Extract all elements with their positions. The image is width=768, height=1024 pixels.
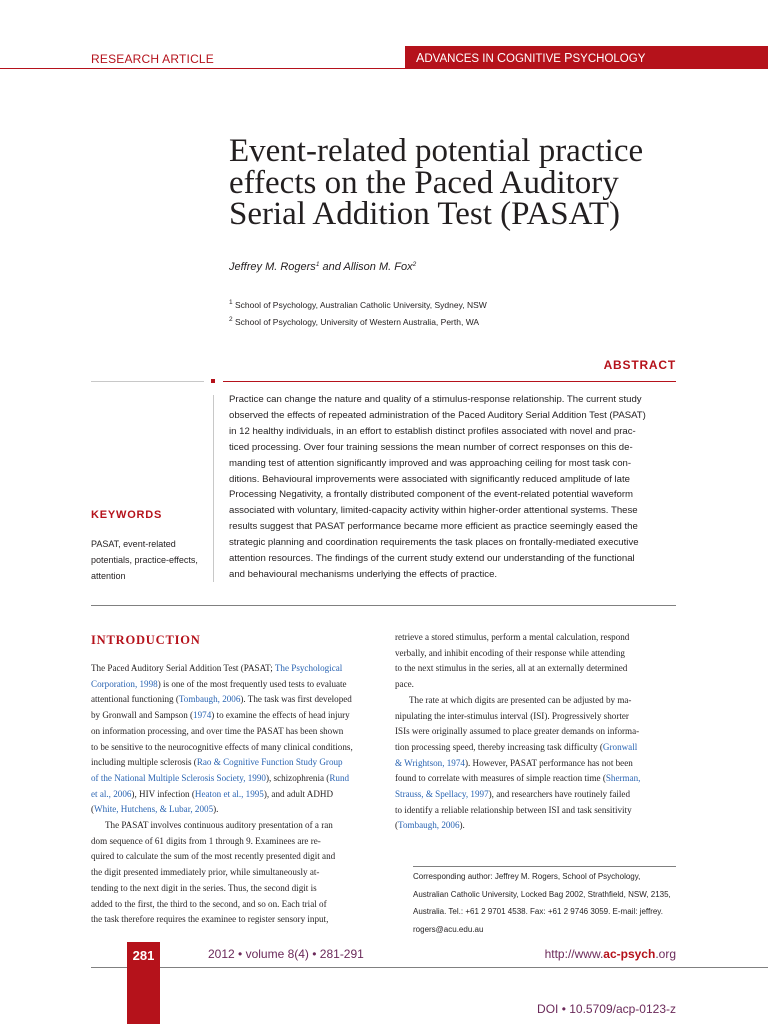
body-column-left xyxy=(91,661,373,928)
text-line: including multiple sclerosis (Rao & Cognitive Function Study Group xyxy=(91,757,343,768)
author-list: Jeffrey M. Rogers$^1$ and Allison M. Fox$^2$ xyxy=(229,261,417,273)
article-title xyxy=(229,133,699,232)
text-line: on information processing, and over time the PASAT has been shown xyxy=(91,725,344,736)
citation-link[interactable]: White, Hutchens, & Lubar, 2005 xyxy=(94,804,214,815)
introduction-heading: INTRODUCTION xyxy=(91,633,201,647)
correspondence-note xyxy=(413,868,676,938)
affiliation: $^1$ School of Psychology, Australian Catholic University, Sydney, NSW xyxy=(229,299,487,310)
divider-marker xyxy=(211,379,215,383)
title-line: Serial Addition Test (PASAT) xyxy=(229,196,620,232)
text-line: to be sensitive to the neurocognitive effects of many clinical conditions, xyxy=(91,741,353,752)
text-line: tending to the next digit in the series. Thus, the second digit is xyxy=(91,882,317,893)
text-line: and behavioural mechanisms underlying the effects of practice. xyxy=(229,568,498,580)
text-line: dom sequence of 61 digits from 1 through 9. Examinees are re- xyxy=(91,835,321,846)
text-line: Processing Negativity, a frontally distributed component of the event-related potential waveform xyxy=(229,489,634,501)
text-line: potentials, practice-effects, xyxy=(91,555,198,565)
text-line: the digit presented immediately prior, while simultaneously at- xyxy=(91,867,320,878)
text-line: in 12 healthy individuals, in an effort to establish distinct profiles associated with novel and prac- xyxy=(229,425,636,437)
citation-link[interactable]: Heaton et al., 1995 xyxy=(194,788,264,799)
text-line: ticed processing. Over four training sessions the mean number of correct responses on this de- xyxy=(229,441,633,453)
text-line: of the National Multiple Sclerosis Society, 1990), schizophrenia (Rund xyxy=(91,772,350,783)
citation-link[interactable]: Tombaugh, 2006 xyxy=(178,694,241,705)
footer-rule xyxy=(91,967,768,968)
citation-link[interactable]: & Wrightson, 1974 xyxy=(395,757,465,768)
text-line: attention resources. The findings of the current study extend our understanding of the functional xyxy=(229,553,635,565)
keywords-list xyxy=(91,536,198,584)
text-line: The Paced Auditory Serial Addition Test (PASAT; The Psychological xyxy=(91,663,343,673)
text-line: PASAT, event-related xyxy=(91,539,176,549)
page-number: 281 xyxy=(132,948,155,963)
text-line: manding test of attention significantly improved and was approaching ceiling for most task con- xyxy=(229,457,632,469)
text-line: Strauss, & Spellacy, 1997), and researchers have routinely failed xyxy=(395,789,631,800)
citation-link[interactable]: 1974 xyxy=(193,710,212,721)
divider xyxy=(223,381,676,382)
author-name: Jeffrey M. Rogers xyxy=(229,261,316,273)
issue-info: 2012 • volume 8(4) • 281-291 xyxy=(208,947,364,961)
text-line: retrieve a stored stimulus, perform a mental calculation, respond xyxy=(395,632,630,642)
citation-link[interactable]: Sherman, xyxy=(605,773,641,784)
text-line: (Tombaugh, 2006). xyxy=(395,820,465,831)
title-line: Event-related potential practice xyxy=(229,133,644,169)
abstract-heading: ABSTRACT xyxy=(603,358,676,372)
text-line: to the next stimulus in the series, all at an externally determined xyxy=(395,663,628,674)
text-line: Corporation, 1998) is one of the most frequently used tests to evaluate xyxy=(91,678,347,689)
body-column-right xyxy=(395,630,677,834)
divider xyxy=(213,395,214,582)
text-line: Australia. Tel.: +61 2 9701 4538. Fax: +61 2 9746 3059. E-mail: jeffrey. xyxy=(413,907,663,916)
text-line: et al., 2006), HIV infection (Heaton et al., 1995), and adult ADHD xyxy=(91,788,334,799)
author-name: Allison M. Fox xyxy=(343,261,413,273)
citation-link[interactable]: Rund xyxy=(329,772,350,783)
text-line: ISIs were originally assumed to place greater demands on informa- xyxy=(395,726,640,737)
text-line: tion processing speed, thereby increasing task difficulty (Gronwall xyxy=(395,741,638,752)
section-divider xyxy=(91,605,676,606)
citation-link[interactable]: Rao & Cognitive Function Study Group xyxy=(196,757,343,768)
text-line: Australian Catholic University, Locked Bag 2002, Strathfield, NSW, 2135, xyxy=(413,889,671,899)
text-line: the task therefore requires the examinee to register sensory input, xyxy=(91,914,329,925)
citation-link[interactable]: et al., 2006 xyxy=(91,788,132,799)
citation-link[interactable]: of the National Multiple Sclerosis Society, 1990 xyxy=(91,772,266,783)
journal-url-link[interactable]: http://www.ac-psych.org xyxy=(544,947,676,961)
citation-link[interactable]: The Psychological xyxy=(274,663,343,673)
text-line: rogers@acu.edu.au xyxy=(413,924,484,934)
text-line: (White, Hutchens, & Lubar, 2005). xyxy=(91,804,219,815)
citation-link[interactable]: Strauss, & Spellacy, 1997 xyxy=(395,789,489,800)
text-line: attentional functioning (Tombaugh, 2006). The task was first developed xyxy=(91,694,352,705)
citation-link[interactable]: Corporation, 1998 xyxy=(91,678,158,689)
text-line: to identify a reliable relationship between ISI and task sensitivity xyxy=(395,804,632,815)
text-line: strategic planning and coordination requirements the task places on frontally-mediated executive xyxy=(229,537,639,549)
text-line: associated with voluntary, limited-capacity activity within higher-order attentional systems. These xyxy=(229,505,638,517)
text-line: attention xyxy=(91,571,126,581)
text-line: by Gronwall and Sampson (1974) to examine the effects of head injury xyxy=(91,710,350,721)
text-line: quired to calculate the sum of the most recently presented digit and xyxy=(91,851,336,862)
title-line: effects on the Paced Auditory xyxy=(229,164,619,201)
text-line: nipulating the inter-stimulus interval (ISI). Progressively shorter xyxy=(395,710,629,721)
doi-link[interactable]: DOI • 10.5709/acp-0123-z xyxy=(537,1002,676,1016)
section-label: RESEARCH ARTICLE xyxy=(91,52,215,66)
divider xyxy=(91,381,204,382)
text-line: Practice can change the nature and quality of a stimulus-response relationship. The current study xyxy=(229,394,642,405)
divider xyxy=(413,866,676,867)
keywords-heading: KEYWORDS xyxy=(91,509,163,521)
text-line: added to the first, the third to the second, and so on. Each trial of xyxy=(91,898,327,909)
abstract-body xyxy=(229,392,677,583)
text-line: Corresponding author: Jeffrey M. Rogers, School of Psychology, xyxy=(413,872,641,881)
text-line: results suggest that PASAT performance became more efficient as practice seemingly eased the xyxy=(229,521,638,533)
text-line: & Wrightson, 1974). However, PASAT performance has not been xyxy=(395,757,633,768)
text-line: verbally, and inhibit encoding of their response while attending xyxy=(395,647,625,658)
text-line: ditions. Behavioural improvements were associated with significantly reduced amplitude of late xyxy=(229,473,631,485)
citation-link[interactable]: Tombaugh, 2006 xyxy=(398,820,460,831)
text-line: The PASAT involves continuous auditory presentation of a ran xyxy=(105,820,333,831)
journal-name: ADVANCES IN COGNITIVE PSYCHOLOGY xyxy=(416,51,646,65)
text-line: found to correlate with measures of simple reaction time (Sherman, xyxy=(395,773,641,784)
text-line: pace. xyxy=(395,679,414,690)
affiliation: $^2$ School of Psychology, University of Western Australia, Perth, WA xyxy=(229,316,480,327)
text-line: observed the effects of repeated administration of the Paced Auditory Serial Addition Test (PASAT) xyxy=(229,409,646,421)
text-line: The rate at which digits are presented can be adjusted by ma- xyxy=(409,694,632,705)
citation-link[interactable]: Gronwall xyxy=(602,741,638,752)
